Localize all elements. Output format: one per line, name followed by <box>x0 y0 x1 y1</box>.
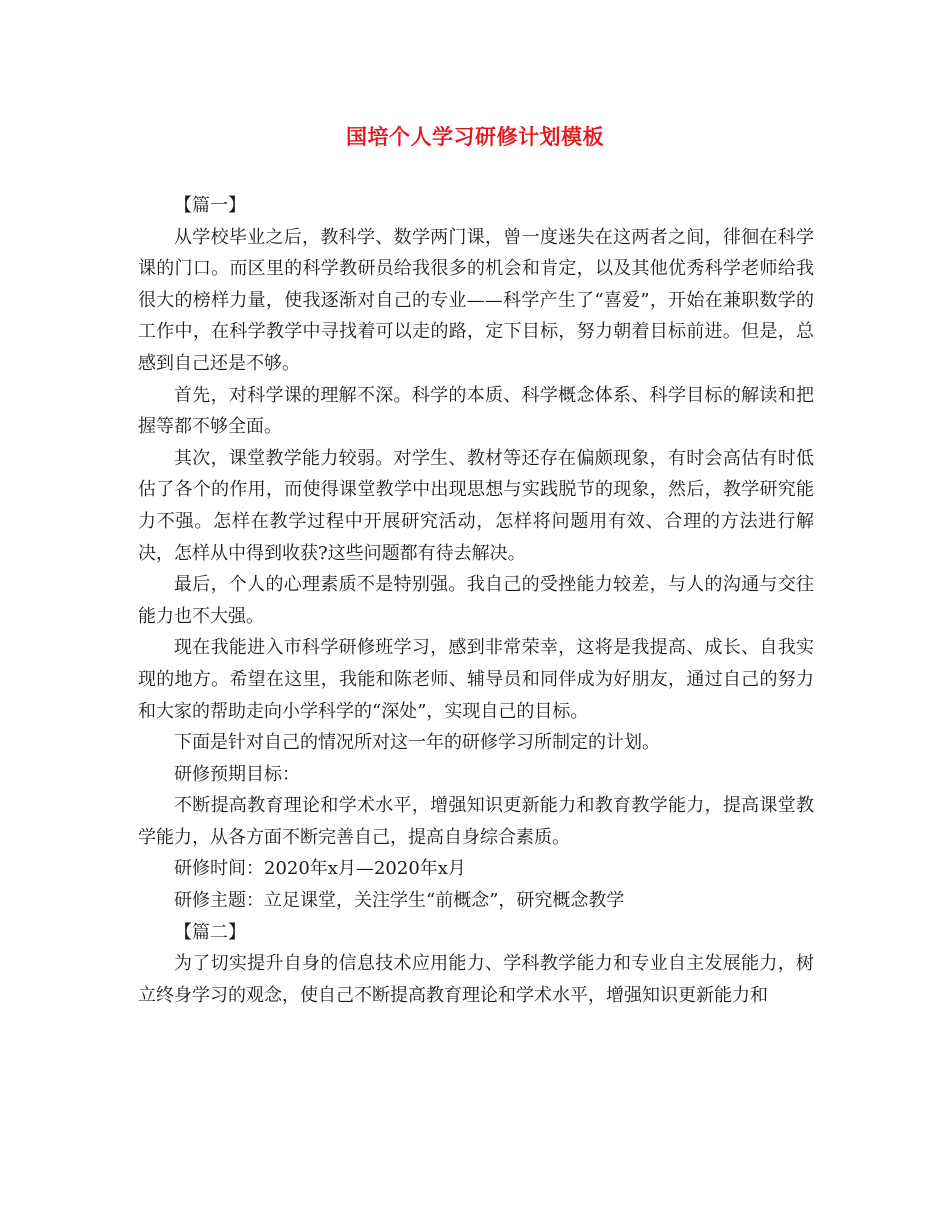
document-body <box>138 190 814 1011</box>
section-heading-2: 【篇二】 <box>174 921 246 943</box>
paragraph: 首先，对科学课的理解不深。科学的本质、科学概念体系、科学目标的解读和把握等都不够全面。 <box>138 384 814 438</box>
paragraph: 最后，个人的心理素质不是特别强。我自己的受挫能力较差，与人的沟通与交往能力也不大强。 <box>138 574 814 627</box>
paragraph-label: 研修预期目标： <box>174 763 300 785</box>
paragraph: 下面是针对自己的情况所对这一年的研修学习所制定的计划。 <box>174 732 660 754</box>
paragraph: 为了切实提升自身的信息技术应用能力、学科教学能力和专业自主发展能力，树立终身学习的观念，使自己不断提高教育理论和学术水平，增强知识更新能力和 <box>138 953 814 1006</box>
document-title: 国培个人学习研修计划模板 <box>346 124 604 149</box>
paragraph: 从学校毕业之后，教科学、数学两门课，曾一度迷失在这两者之间，徘徊在科学课的门口。而区里的科学教研员给我很多的机会和肯定，以及其他优秀科学老师给我很大的榜样力量，使我逐渐对自己的专业——科学产生了“喜爱”，开始在兼职数学的工作中，在科学教学中寻找着可以走的路，定下目标，努力朝着目标前进。但是，总感到自己还是不够。 <box>138 226 814 374</box>
section-heading-1: 【篇一】 <box>174 195 246 216</box>
paragraph-time: 研修时间：2020年x月—2020年x月 <box>174 858 466 880</box>
paragraph: 不断提高教育理论和学术水平，增强知识更新能力和教育教学能力，提高课堂教学能力，从各方面不断完善自己，提高自身综合素质。 <box>138 795 814 848</box>
paragraph: 其次，课堂教学能力较弱。对学生、教材等还存在偏颇现象，有时会高估有时低估了各个的作用，而使得课堂教学中出现思想与实践脱节的现象，然后，教学研究能力不强。怎样在教学过程中开展研究活动，怎样将问题用有效、合理的方法进行解决，怎样从中得到收获?这些问题都有待去解决。 <box>138 447 814 564</box>
paragraph: 现在我能进入市科学研修班学习，感到非常荣幸，这将是我提高、成长、自我实现的地方。希望在这里，我能和陈老师、辅导员和同伴成为好朋友，通过自己的努力和大家的帮助走向小学科学的“深处”，实现自己的目标。 <box>138 637 814 722</box>
paragraph-theme: 研修主题：立足课堂，关注学生“前概念”，研究概念教学 <box>174 890 625 912</box>
